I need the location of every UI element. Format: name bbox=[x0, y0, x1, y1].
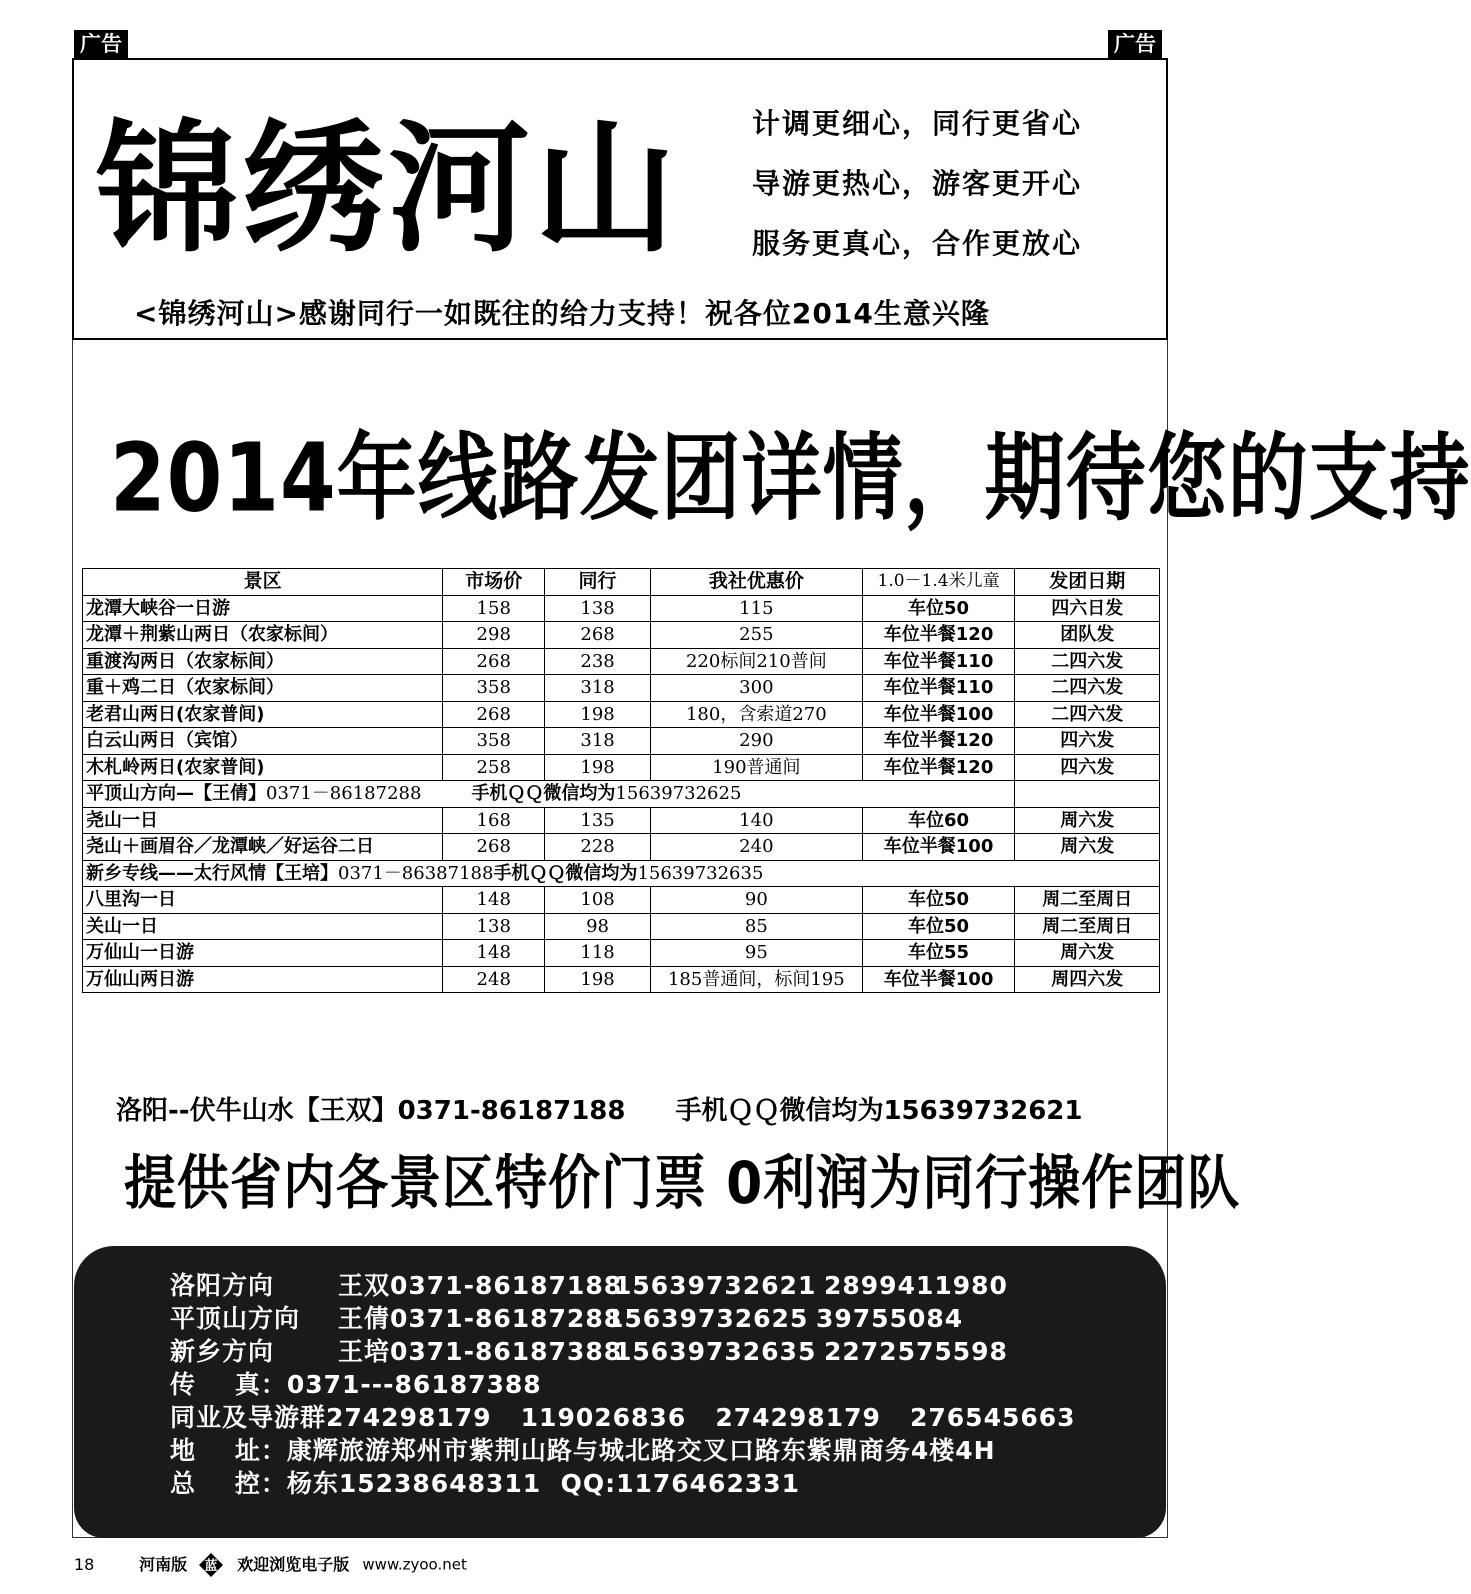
departure-days: 周六发 bbox=[1015, 807, 1160, 834]
section-cell bbox=[83, 860, 1160, 887]
market-price: 268 bbox=[443, 834, 545, 861]
departure-days: 团队发 bbox=[1015, 622, 1160, 649]
section-mobile-label: 手机ＱＱ微信均为 bbox=[471, 783, 616, 805]
slogan-line-2: 导游更热心，游客更开心 bbox=[752, 167, 1083, 200]
discount-price: 185普通间，标间195 bbox=[650, 966, 862, 993]
contact-mobile: 15639732621 bbox=[614, 1271, 817, 1300]
discount-price: 95 bbox=[650, 940, 862, 967]
group1-body bbox=[83, 595, 1160, 781]
discount-price: 290 bbox=[650, 728, 862, 755]
fax-label: 传 真： bbox=[170, 1370, 287, 1399]
scenic-name: 白云山两日（宾馆） bbox=[83, 728, 443, 755]
scenic-name: 八里沟一日 bbox=[83, 887, 443, 914]
departure-days: 周四六发 bbox=[1015, 966, 1160, 993]
peer-price: 198 bbox=[545, 754, 651, 781]
child-price: 车位50 bbox=[862, 595, 1015, 622]
child-price: 车位半餐120 bbox=[862, 622, 1015, 649]
peer-price: 198 bbox=[545, 701, 651, 728]
discount-price: 240 bbox=[650, 834, 862, 861]
departure-days: 二四六发 bbox=[1015, 648, 1160, 675]
thanks-line: <锦绣河山>感谢同行一如既往的给力支持！祝各位2014生意兴隆 bbox=[134, 297, 990, 330]
child-price: 车位半餐120 bbox=[862, 754, 1015, 781]
fax-value: 0371---86187388 bbox=[286, 1370, 542, 1399]
brand-logo bbox=[96, 98, 696, 272]
table-row bbox=[83, 887, 1160, 914]
child-price: 车位55 bbox=[862, 940, 1015, 967]
header-departure: 发团日期 bbox=[1015, 569, 1160, 596]
table-row bbox=[83, 940, 1160, 967]
main-headline: 2014年线路发团详情，期待您的支持 bbox=[110, 423, 1471, 533]
slogan-line-3: 服务更真心，合作更放心 bbox=[752, 227, 1083, 260]
contact-label: 新乡方向 bbox=[170, 1337, 275, 1366]
scenic-name: 老君山两日(农家普间) bbox=[83, 701, 443, 728]
luoyang-contact: 洛阳--伏牛山水【王双】0371-86187188 bbox=[116, 1096, 626, 1126]
peer-price: 318 bbox=[545, 728, 651, 755]
contact-row-pingdingshan bbox=[170, 1299, 963, 1335]
child-price: 车位半餐120 bbox=[862, 728, 1015, 755]
table-row bbox=[83, 622, 1160, 649]
child-price: 车位半餐110 bbox=[862, 675, 1015, 702]
child-price: 车位半餐100 bbox=[862, 966, 1015, 993]
table-row bbox=[83, 834, 1160, 861]
section-cell bbox=[83, 781, 1015, 808]
page-number: 18 bbox=[74, 1554, 95, 1574]
section-row-pingdingshan bbox=[83, 781, 1160, 808]
scenic-name: 关山一日 bbox=[83, 913, 443, 940]
market-price: 358 bbox=[443, 728, 545, 755]
table-row bbox=[83, 648, 1160, 675]
header-scenic: 景区 bbox=[83, 569, 443, 596]
market-price: 148 bbox=[443, 887, 545, 914]
child-price: 车位半餐100 bbox=[862, 834, 1015, 861]
section-mobile-label: 手机ＱＱ微信均为 bbox=[493, 862, 638, 884]
departure-days: 四六日发 bbox=[1015, 595, 1160, 622]
discount-price: 140 bbox=[650, 807, 862, 834]
ticket-headline: 提供省内各景区特价门票 0利润为同行操作团队 bbox=[124, 1150, 1241, 1218]
contact-label: 平顶山方向 bbox=[170, 1304, 301, 1333]
contact-row-control bbox=[170, 1464, 800, 1500]
table-row bbox=[83, 807, 1160, 834]
discount-price: 190普通间 bbox=[650, 754, 862, 781]
scenic-name: 重＋鸡二日（农家标间） bbox=[83, 675, 443, 702]
contact-name: 王培0371-86187388 bbox=[338, 1337, 623, 1366]
scenic-name: 万仙山一日游 bbox=[83, 940, 443, 967]
ad-tag-right: 广告 bbox=[1108, 30, 1162, 58]
peer-price: 238 bbox=[545, 648, 651, 675]
departure-days: 周六发 bbox=[1015, 940, 1160, 967]
discount-price: 85 bbox=[650, 913, 862, 940]
departure-days: 四六发 bbox=[1015, 728, 1160, 755]
address-value: 康辉旅游郑州市紫荆山路与城北路交叉口路东紫鼎商务4楼4H bbox=[286, 1436, 996, 1465]
contact-mobile: 15639732635 bbox=[614, 1337, 817, 1366]
discount-price: 255 bbox=[650, 622, 862, 649]
market-price: 258 bbox=[443, 754, 545, 781]
discount-price: 90 bbox=[650, 887, 862, 914]
section-phone: 0371－86387188 bbox=[338, 862, 494, 884]
contact-row-address bbox=[170, 1431, 996, 1467]
departure-days: 周二至周日 bbox=[1015, 887, 1160, 914]
departure-days: 周六发 bbox=[1015, 834, 1160, 861]
peer-price: 228 bbox=[545, 834, 651, 861]
contact-name: 王双0371-86187188 bbox=[338, 1271, 623, 1300]
peer-price: 118 bbox=[545, 940, 651, 967]
peer-price: 98 bbox=[545, 913, 651, 940]
discount-price: 300 bbox=[650, 675, 862, 702]
peer-price: 318 bbox=[545, 675, 651, 702]
child-price: 车位60 bbox=[862, 807, 1015, 834]
table-row bbox=[83, 754, 1160, 781]
contact-label: 洛阳方向 bbox=[170, 1271, 275, 1300]
route-table bbox=[82, 568, 1160, 993]
table-header-row bbox=[83, 569, 1160, 596]
luoyang-mobile: 手机ＱＱ微信均为15639732621 bbox=[675, 1096, 1083, 1126]
market-price: 168 bbox=[443, 807, 545, 834]
section-mobile: 15639732625 bbox=[615, 783, 742, 805]
section-phone: 0371－86187288 bbox=[266, 783, 422, 805]
contact-qq: 2899411980 bbox=[824, 1271, 1008, 1300]
address-label: 地 址： bbox=[170, 1436, 287, 1465]
table-row bbox=[83, 595, 1160, 622]
market-price: 268 bbox=[443, 648, 545, 675]
control-label: 总 控： bbox=[170, 1469, 287, 1498]
peer-price: 268 bbox=[545, 622, 651, 649]
ad-tag-left: 广告 bbox=[74, 30, 128, 58]
edition-label: 河南版 bbox=[139, 1554, 188, 1574]
market-price: 298 bbox=[443, 622, 545, 649]
brand-logo-text: 锦绣河山 bbox=[96, 106, 680, 272]
header-child-price: 1.0－1.4米儿童 bbox=[862, 569, 1015, 596]
header-peer-price: 同行 bbox=[545, 569, 651, 596]
contact-row-groups: 同业及导游群274298179 119026836 274298179 276545663 bbox=[170, 1403, 1076, 1432]
contact-row-luoyang bbox=[170, 1266, 1008, 1302]
table-row bbox=[83, 701, 1160, 728]
group2-body bbox=[83, 807, 1160, 860]
contact-name: 王倩0371-86187288 bbox=[338, 1304, 623, 1333]
section-label: 新乡专线——太行风情【王培】 bbox=[86, 862, 338, 884]
section-row-xinxiang bbox=[83, 860, 1160, 887]
scenic-name: 尧山＋画眉谷／龙潭峡／好运谷二日 bbox=[83, 834, 443, 861]
peer-price: 135 bbox=[545, 807, 651, 834]
market-price: 268 bbox=[443, 701, 545, 728]
child-price: 车位50 bbox=[862, 913, 1015, 940]
welcome-text: 欢迎浏览电子版 bbox=[237, 1554, 350, 1574]
luoyang-line bbox=[116, 1090, 1082, 1127]
scenic-name: 重渡沟两日（农家标间） bbox=[83, 648, 443, 675]
discount-price: 115 bbox=[650, 595, 862, 622]
discount-price: 180，含索道270 bbox=[650, 701, 862, 728]
magazine-logo-char: 蓝 bbox=[204, 1559, 218, 1574]
scenic-name: 龙潭大峡谷一日游 bbox=[83, 595, 443, 622]
peer-price: 198 bbox=[545, 966, 651, 993]
contact-row-fax bbox=[170, 1365, 542, 1401]
section-mobile: 15639732635 bbox=[637, 862, 764, 884]
departure-days: 四六发 bbox=[1015, 754, 1160, 781]
market-price: 248 bbox=[443, 966, 545, 993]
contact-mobile: 15639732625 bbox=[606, 1304, 809, 1333]
market-price: 138 bbox=[443, 913, 545, 940]
site-url[interactable]: www.zyoo.net bbox=[362, 1555, 467, 1574]
contact-qq: 2272575598 bbox=[824, 1337, 1008, 1366]
section-label: 平顶山方向—【王倩】 bbox=[86, 783, 266, 805]
control-value: 杨东15238648311 QQ:1176462331 bbox=[286, 1469, 801, 1498]
child-price: 车位半餐110 bbox=[862, 648, 1015, 675]
market-price: 158 bbox=[443, 595, 545, 622]
child-price: 车位50 bbox=[862, 887, 1015, 914]
group3-body bbox=[83, 887, 1160, 993]
header-market-price: 市场价 bbox=[443, 569, 545, 596]
scenic-name: 尧山一日 bbox=[83, 807, 443, 834]
discount-price: 220标间210普间 bbox=[650, 648, 862, 675]
table-row bbox=[83, 728, 1160, 755]
brand-calligraphy-icon bbox=[96, 98, 696, 272]
table-row bbox=[83, 966, 1160, 993]
market-price: 148 bbox=[443, 940, 545, 967]
section-empty-cell bbox=[1015, 781, 1160, 808]
table-row bbox=[83, 675, 1160, 702]
slogan-line-1: 计调更细心，同行更省心 bbox=[752, 107, 1083, 140]
contact-row-xinxiang bbox=[170, 1332, 1008, 1368]
scenic-name: 木札岭两日(农家普间) bbox=[83, 754, 443, 781]
contact-panel bbox=[74, 1246, 1166, 1538]
departure-days: 二四六发 bbox=[1015, 701, 1160, 728]
magazine-logo-icon bbox=[198, 1552, 224, 1578]
peer-price: 108 bbox=[545, 887, 651, 914]
scenic-name: 万仙山两日游 bbox=[83, 966, 443, 993]
table-row bbox=[83, 913, 1160, 940]
contact-qq: 39755084 bbox=[816, 1304, 964, 1333]
peer-price: 138 bbox=[545, 595, 651, 622]
footer bbox=[74, 1552, 467, 1576]
scenic-name: 龙潭＋荆紫山两日（农家标间） bbox=[83, 622, 443, 649]
child-price: 车位半餐100 bbox=[862, 701, 1015, 728]
market-price: 358 bbox=[443, 675, 545, 702]
departure-days: 周二至周日 bbox=[1015, 913, 1160, 940]
departure-days: 二四六发 bbox=[1015, 675, 1160, 702]
header-discount-price: 我社优惠价 bbox=[650, 569, 862, 596]
